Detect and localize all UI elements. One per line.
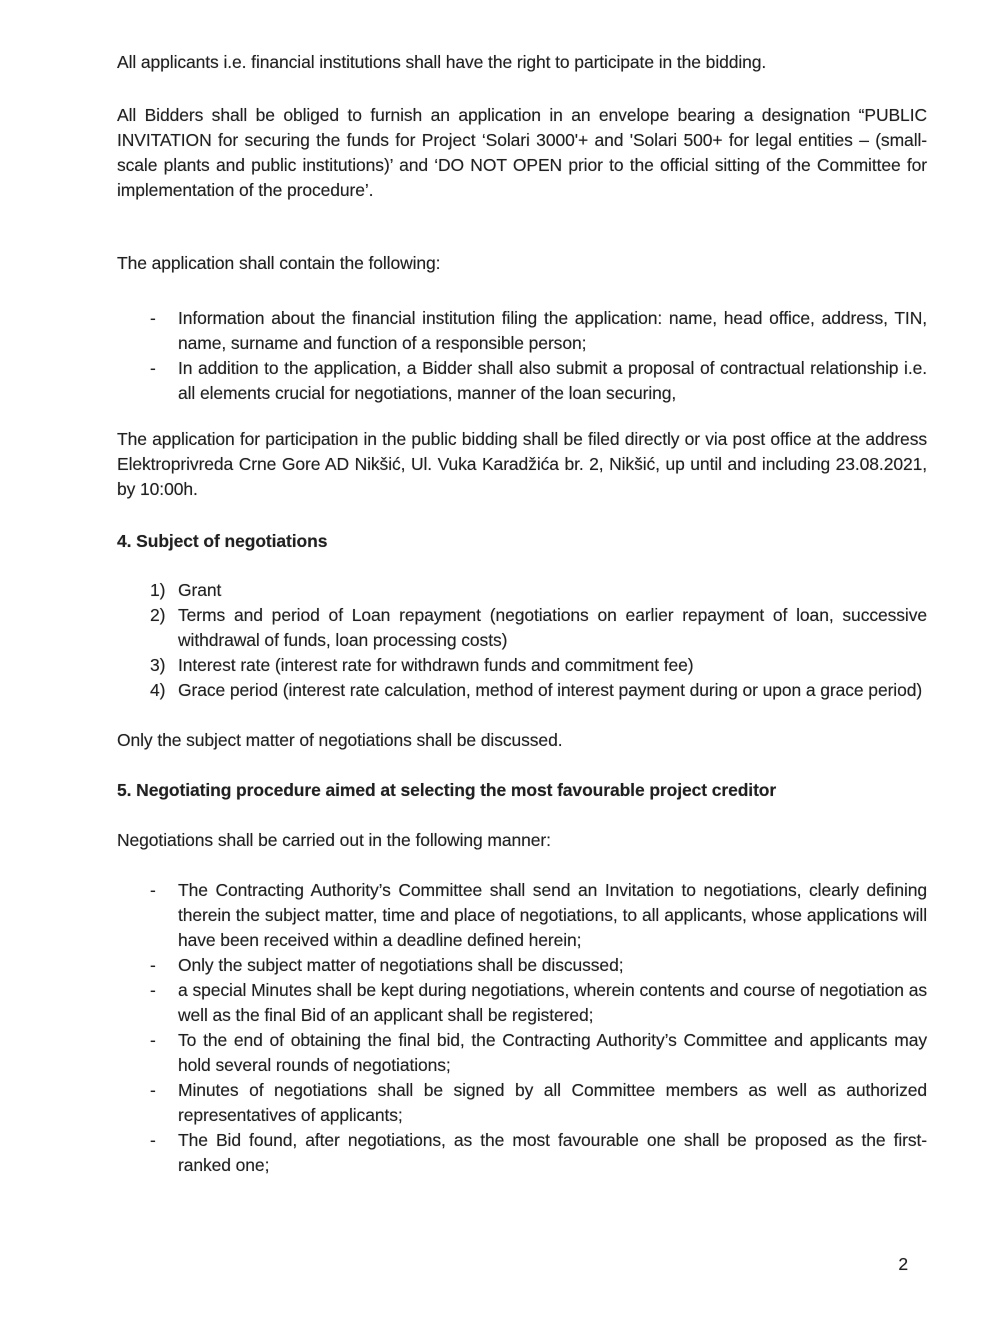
item-number: 4) bbox=[150, 680, 166, 700]
dash-bullet: - bbox=[150, 1030, 156, 1050]
item-number: 1) bbox=[150, 580, 166, 600]
list-item-text: The Contracting Authority’s Committee shall send an Invitation to negotiations, clearly defining therein the subject matter, time and place of negotiations, to all applicants, whose applications will have been received within a deadline defined herein; bbox=[178, 880, 927, 950]
list-item bbox=[117, 878, 927, 953]
paragraph-participation-right: All applicants i.e. financial institutions shall have the right to participate in the bidding. bbox=[117, 52, 767, 72]
list-item-text: Only the subject matter of negotiations shall be discussed; bbox=[178, 955, 624, 975]
dash-bullet: - bbox=[150, 880, 156, 900]
subject-of-negotiations-list bbox=[117, 578, 927, 703]
numbered-list-item bbox=[117, 578, 927, 603]
list-item-text: Terms and period of Loan repayment (negotiations on earlier repayment of loan, successive withdrawal of funds, loan processing costs) bbox=[178, 605, 927, 650]
list-item bbox=[117, 1078, 927, 1128]
paragraph-only-subject-discussed: Only the subject matter of negotiations shall be discussed. bbox=[117, 730, 563, 750]
page-number: 2 bbox=[898, 1254, 908, 1274]
paragraph-envelope-designation: All Bidders shall be obliged to furnish an application in an envelope bearing a designation “PUBLIC INVITATION for securing the funds for Project ‘Solari 3000'+ and 'Solari 500+ for legal entities – (small-scale plants and public institutions)’ and ‘DO NOT OPEN prior to the official sitting of the Committee for implementation of the procedure’. bbox=[117, 105, 927, 200]
list-item-text: Grace period (interest rate calculation, method of interest payment during or upon a grace period) bbox=[178, 680, 923, 700]
section-heading-negotiating-procedure: 5. Negotiating procedure aimed at selecting the most favourable project creditor bbox=[117, 780, 777, 800]
list-item bbox=[117, 356, 927, 406]
numbered-list-item bbox=[117, 653, 927, 678]
list-item bbox=[117, 953, 927, 978]
section-heading-subject-of-negotiations: 4. Subject of negotiations bbox=[117, 531, 328, 551]
paragraph-negotiations-manner-intro: Negotiations shall be carried out in the following manner: bbox=[117, 830, 551, 850]
list-item bbox=[117, 1028, 927, 1078]
application-contents-list bbox=[117, 306, 927, 406]
dash-bullet: - bbox=[150, 358, 156, 378]
dash-bullet: - bbox=[150, 1130, 156, 1150]
item-number: 3) bbox=[150, 655, 166, 675]
list-item-text: To the end of obtaining the final bid, the Contracting Authority’s Committee and applicants may hold several rounds of negotiations; bbox=[178, 1030, 927, 1075]
list-item-text: The Bid found, after negotiations, as the most favourable one shall be proposed as the first-ranked one; bbox=[178, 1130, 927, 1175]
numbered-list-item bbox=[117, 678, 927, 703]
dash-bullet: - bbox=[150, 1080, 156, 1100]
list-item-text: Minutes of negotiations shall be signed by all Committee members as well as authorized representatives of applicants; bbox=[178, 1080, 927, 1125]
dash-bullet: - bbox=[150, 955, 156, 975]
negotiating-procedure-list bbox=[117, 878, 927, 1178]
numbered-list-item bbox=[117, 603, 927, 653]
list-item-text: a special Minutes shall be kept during negotiations, wherein contents and course of negotiation as well as the final Bid of an applicant shall be registered; bbox=[178, 980, 927, 1025]
list-item-text: Grant bbox=[178, 580, 222, 600]
dash-bullet: - bbox=[150, 308, 156, 328]
dash-bullet: - bbox=[150, 980, 156, 1000]
paragraph-filing-address-deadline: The application for participation in the public bidding shall be filed directly or via post office at the address Elektroprivreda Crne Gore AD Nikšić, Ul. Vuka Karadžića br. 2, Nikšić, up until and including 23.08.2021, by 10:00h. bbox=[117, 429, 927, 499]
list-item-text: In addition to the application, a Bidder shall also submit a proposal of contractual relationship i.e. all elements crucial for negotiations, manner of the loan securing, bbox=[178, 358, 927, 403]
list-item bbox=[117, 978, 927, 1028]
item-number: 2) bbox=[150, 605, 166, 625]
list-item-text: Interest rate (interest rate for withdrawn funds and commitment fee) bbox=[178, 655, 694, 675]
list-item bbox=[117, 306, 927, 356]
list-item-text: Information about the financial institution filing the application: name, head office, address, TIN, name, surname and function of a responsible person; bbox=[178, 308, 927, 353]
paragraph-application-contents-intro: The application shall contain the following: bbox=[117, 253, 441, 273]
list-item bbox=[117, 1128, 927, 1178]
